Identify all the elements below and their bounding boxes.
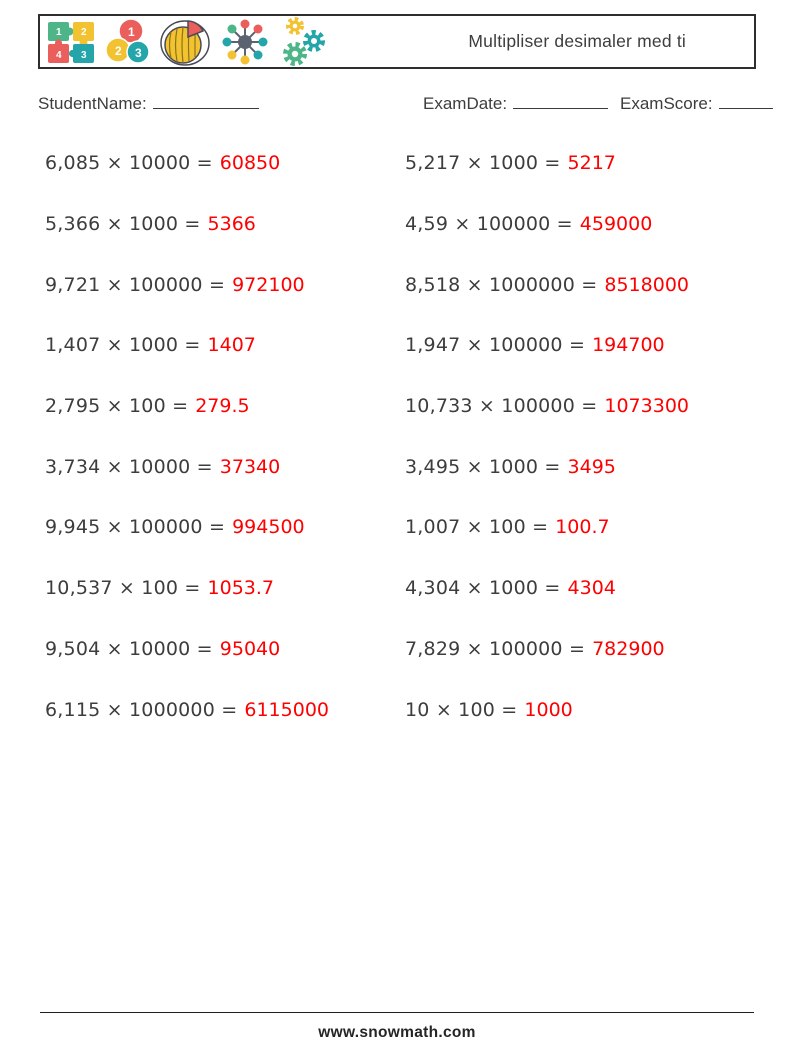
problem-expression: 6,085 × 10000 = xyxy=(45,152,213,175)
exam-date-label: ExamDate: xyxy=(423,94,508,113)
problem-answer: 37340 xyxy=(219,455,281,478)
problem-row xyxy=(405,133,774,194)
footer-site-link[interactable]: www.snowmath.com xyxy=(318,1024,476,1041)
problem-expression: 2,795 × 100 = xyxy=(45,395,189,418)
pie-chart-icon xyxy=(158,17,212,67)
problem-answer: 1053.7 xyxy=(207,577,274,600)
exam-score-field xyxy=(620,94,773,114)
student-name-field xyxy=(38,94,259,114)
problem-row xyxy=(45,133,405,194)
problem-expression: 9,945 × 100000 = xyxy=(45,516,226,539)
problem-answer: 1407 xyxy=(207,334,256,357)
svg-text:2: 2 xyxy=(81,26,87,38)
header xyxy=(38,14,756,69)
problem-row xyxy=(45,315,405,376)
problem-expression: 7,829 × 100000 = xyxy=(405,637,586,660)
student-name-blank[interactable] xyxy=(153,94,259,109)
problem-expression: 9,504 × 10000 = xyxy=(45,637,213,660)
problem-expression: 3,495 × 1000 = xyxy=(405,455,561,478)
svg-text:1: 1 xyxy=(56,26,62,38)
svg-text:3: 3 xyxy=(135,45,142,60)
svg-text:3: 3 xyxy=(81,49,87,61)
problem-expression: 10 × 100 = xyxy=(405,698,518,721)
problem-answer: 459000 xyxy=(579,213,653,236)
problem-expression: 5,217 × 1000 = xyxy=(405,152,561,175)
problem-answer: 100.7 xyxy=(555,516,610,539)
problem-row xyxy=(405,376,774,437)
problem-answer: 194700 xyxy=(592,334,665,357)
svg-text:1: 1 xyxy=(128,24,135,39)
problem-answer: 1000 xyxy=(524,698,573,721)
problem-expression: 1,407 × 1000 = xyxy=(45,334,201,357)
problem-answer: 972100 xyxy=(232,273,305,296)
exam-date-field xyxy=(423,94,608,114)
exam-score-blank[interactable] xyxy=(719,94,773,109)
problem-row xyxy=(405,315,774,376)
footer-divider xyxy=(40,1012,754,1013)
problem-answer: 5217 xyxy=(567,152,616,175)
problem-row xyxy=(45,436,405,497)
problem-row xyxy=(405,497,774,558)
problem-answer: 95040 xyxy=(219,637,281,660)
exam-score-label: ExamScore: xyxy=(620,94,713,113)
problem-expression: 10,733 × 100000 = xyxy=(405,395,598,418)
problem-row xyxy=(45,254,405,315)
problem-expression: 10,537 × 100 = xyxy=(45,577,201,600)
svg-text:4: 4 xyxy=(56,49,62,61)
problem-row xyxy=(45,679,405,740)
svg-text:2: 2 xyxy=(115,43,122,58)
problems-grid xyxy=(45,133,774,740)
problem-expression: 4,59 × 100000 = xyxy=(405,213,573,236)
problem-answer: 5366 xyxy=(207,213,256,236)
molecule-icon xyxy=(219,17,271,67)
problem-expression: 4,304 × 1000 = xyxy=(405,577,561,600)
problem-answer: 279.5 xyxy=(195,395,250,418)
problems-col-left xyxy=(45,133,405,740)
problem-row xyxy=(405,254,774,315)
student-name-label: StudentName: xyxy=(38,94,147,113)
problem-answer: 8518000 xyxy=(604,273,689,296)
problem-row xyxy=(405,558,774,619)
problem-expression: 9,721 × 100000 = xyxy=(45,273,226,296)
exam-date-blank[interactable] xyxy=(513,94,608,109)
problem-row xyxy=(405,436,774,497)
problem-row xyxy=(45,558,405,619)
problem-answer: 4304 xyxy=(567,577,616,600)
puzzle-icon xyxy=(46,18,98,66)
problem-expression: 3,734 × 10000 = xyxy=(45,455,213,478)
problem-expression: 1,947 × 100000 = xyxy=(405,334,586,357)
problem-row xyxy=(45,497,405,558)
problem-answer: 60850 xyxy=(219,152,281,175)
numbered-circles-icon xyxy=(105,18,151,66)
problem-row xyxy=(45,376,405,437)
gears-icon xyxy=(278,16,328,68)
problem-expression: 5,366 × 1000 = xyxy=(45,213,201,236)
problem-row xyxy=(45,194,405,255)
problem-answer: 994500 xyxy=(232,516,305,539)
problem-row xyxy=(405,619,774,680)
problem-row xyxy=(45,619,405,680)
problem-row xyxy=(405,679,774,740)
problems-col-right xyxy=(405,133,774,740)
exam-info-row xyxy=(0,94,794,120)
problem-answer: 782900 xyxy=(592,637,665,660)
problem-expression: 8,518 × 1000000 = xyxy=(405,273,598,296)
header-icons xyxy=(46,18,328,66)
problem-answer: 3495 xyxy=(567,455,616,478)
problem-expression: 1,007 × 100 = xyxy=(405,516,549,539)
page-title: Multipliser desimaler med ti xyxy=(468,31,686,51)
problem-row xyxy=(405,194,774,255)
problem-answer: 6115000 xyxy=(244,698,329,721)
problem-expression: 6,115 × 1000000 = xyxy=(45,698,238,721)
problem-answer: 1073300 xyxy=(604,395,689,418)
